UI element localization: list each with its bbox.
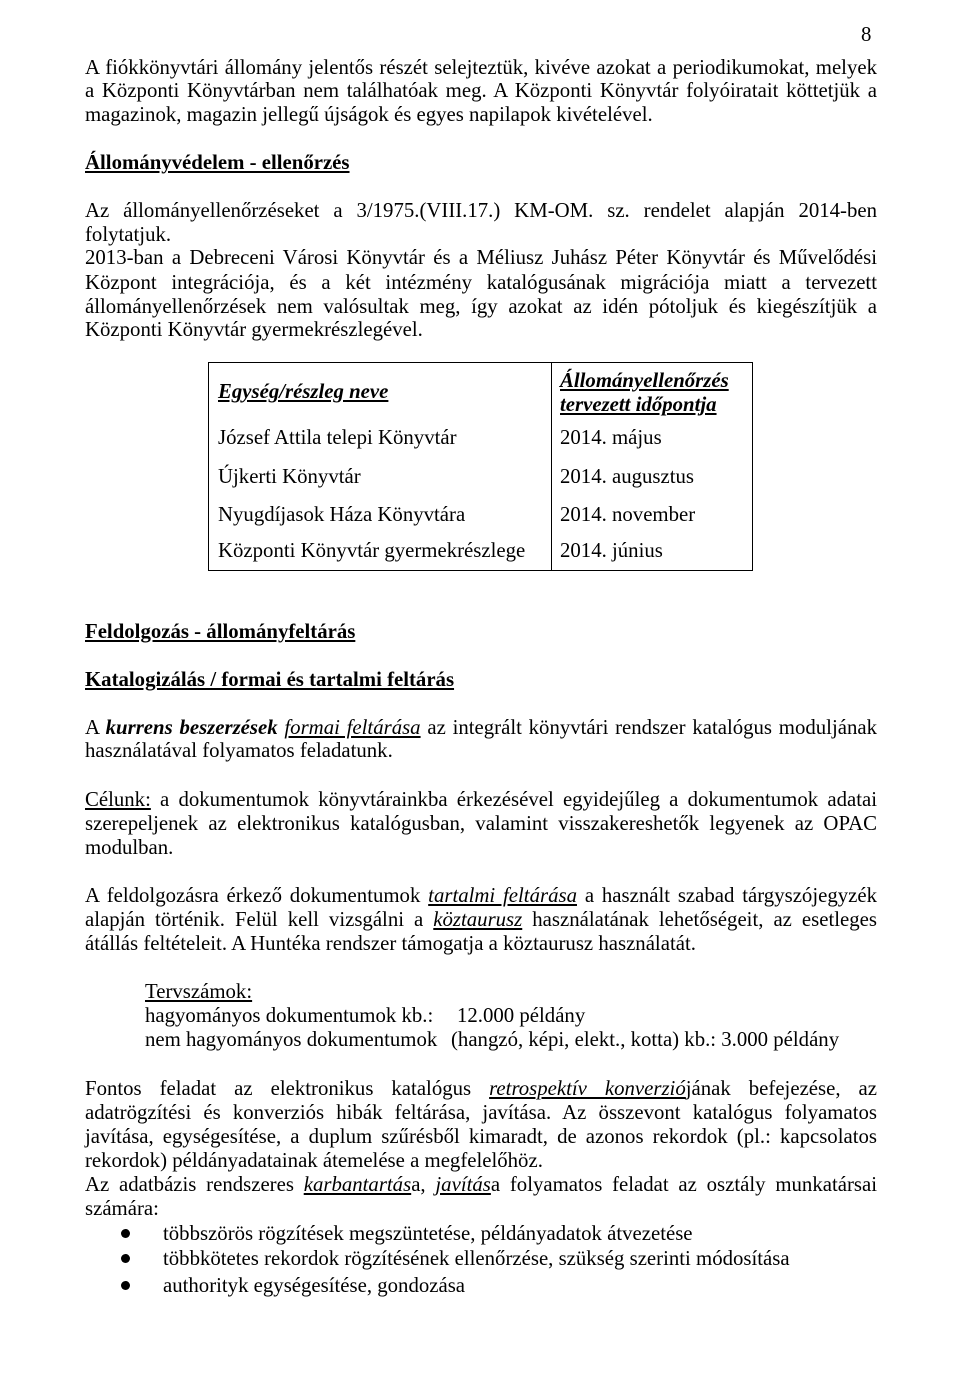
emphasis-text: javítás (435, 1173, 491, 1196)
emphasis-text: retrospektív konverzió (489, 1077, 686, 1100)
table-cell-unit: Központi Könyvtár gyermekrészlege (218, 539, 526, 562)
text-run: alapján történik. Felül kell vizsgálni a (85, 908, 434, 931)
table-header-date: Állományellenőrzés (560, 369, 729, 392)
text-run: A feldolgozásra érkező dokumentumok (85, 884, 429, 907)
paragraph-line: adatrögzítési és konverziós hibák feltárása, javítása. Az összevont katalógus folyamatos (85, 1101, 877, 1124)
paragraph-line: javítása, egységesítése, a duplum szűrésből kimaradt, de azonos rekordok (pl.: kapcsolatos (85, 1125, 877, 1148)
text-run: Fontos feladat az elektronikus katalógus (85, 1077, 490, 1100)
text-run: az integrált könyvtári rendszer katalógus moduljának (420, 716, 877, 739)
section-heading-text: Feldolgozás - állományfeltárás (85, 620, 356, 643)
table-column-divider (551, 363, 552, 570)
paragraph-line (85, 884, 877, 908)
bullet-item: authorityk egységesítése, gondozása (163, 1274, 466, 1297)
emphasis-text: formai feltárása (284, 716, 421, 739)
paragraph-line: számára: (85, 1197, 159, 1220)
text-run: A (85, 716, 106, 739)
table-header-unit: Egység/részleg neve (218, 380, 389, 403)
paragraph-line: Központi Könyvtár gyermekrészlegével. (85, 318, 423, 341)
text-run: a használt szabad tárgyszójegyzék (576, 884, 877, 907)
subsection-heading (85, 668, 877, 692)
bullet-item: többszörös rögzítések megszüntetése, példányadatok átvezetése (163, 1222, 693, 1245)
paragraph-line (85, 716, 877, 740)
goal-label: Célunk: (85, 788, 151, 811)
paragraph-line: szerepeljenek az elektronikus katalógusban, valamint visszakereshetők legyenek az OPAC (85, 812, 877, 835)
paragraph-line: folytatjuk. (85, 223, 172, 246)
targets-traditional-value: 12.000 példány (457, 1004, 586, 1027)
section-heading (85, 620, 877, 644)
targets-nontraditional-value: (hangzó, képi, elekt., kotta) kb.: 3.000 példány (451, 1028, 840, 1051)
table-cell-unit: Újkerti Könyvtár (218, 465, 361, 488)
targets-title: Tervszámok: (145, 980, 253, 1003)
text-run: jának befejezése, az (685, 1077, 877, 1100)
text-run: a dokumentumok könyvtárainkba érkezésével egyidejűleg a dokumentumok adatai (150, 788, 877, 811)
paragraph-line: modulban. (85, 836, 174, 859)
bullet-icon (121, 1229, 130, 1238)
emphasis-text: kurrens beszerzések (105, 716, 285, 739)
text-run: használatának lehetőségeit, az esetleges (522, 908, 877, 931)
text-run: a, (411, 1173, 436, 1196)
paragraph-line: rekordok) példányadatainak átemelése a megfelelőhöz. (85, 1149, 543, 1172)
emphasis-text: köztaurusz (433, 908, 523, 931)
bullet-icon (121, 1281, 130, 1290)
emphasis-text: tartalmi feltárása (428, 884, 577, 907)
section-heading-text: Állományvédelem - ellenőrzés (85, 151, 350, 174)
intro-line: magazinok, magazin jellegű újságok és egyes napilapok kivételével. (85, 103, 653, 126)
text-run: Az adatbázis rendszeres (85, 1173, 304, 1196)
table-cell-unit: József Attila telepi Könyvtár (218, 426, 457, 449)
table-cell-date: 2014. június (560, 539, 663, 562)
paragraph-line: 2013-ban a Debreceni Városi Könyvtár és a Méliusz Juhász Péter Könyvtár és Művelődési (85, 246, 877, 269)
subsection-heading-text: Katalogizálás / formai és tartalmi feltárás (85, 668, 455, 691)
intro-line: a Központi Könyvtárban nem találhatóak meg. A Központi Könyvtár folyóiratait köttetjük a (85, 79, 877, 102)
paragraph-line: átállás feltételeit. A Huntéka rendszer támogatja a köztaurusz használatát. (85, 932, 696, 955)
targets-nontraditional-label: nem hagyományos dokumentumok (145, 1028, 438, 1051)
table-cell-date: 2014. november (560, 503, 696, 526)
paragraph-line: Az állományellenőrzéseket a 3/1975.(VIII.17.) KM-OM. sz. rendelet alapján 2014-ben (85, 199, 877, 222)
targets-traditional-label: hagyományos dokumentumok kb.: (145, 1004, 434, 1027)
emphasis-text: karbantartás (303, 1173, 412, 1196)
text-run: a folyamatos feladat az osztály munkatársai (490, 1173, 877, 1196)
bullet-icon (121, 1254, 130, 1263)
inventory-schedule-table (208, 362, 753, 571)
paragraph-line (85, 1077, 877, 1101)
table-header-date: tervezett időpontja (560, 393, 717, 416)
paragraph-line (85, 788, 877, 812)
paragraph-line: használatával folyamatos feladatunk. (85, 739, 393, 762)
section-heading (85, 151, 877, 175)
table-cell-date: 2014. május (560, 426, 662, 449)
page-number: 8 (861, 23, 872, 46)
table-cell-unit: Nyugdíjasok Háza Könyvtára (218, 503, 466, 526)
paragraph-line: állományellenőrzések nem valósultak meg, így azokat az idén pótoljuk és kiegészítjük a (85, 295, 877, 318)
intro-line: A fiókkönyvtári állomány jelentős részét selejteztük, kivéve azokat a periodikumokat, melyek (85, 56, 877, 79)
table-cell-date: 2014. augusztus (560, 465, 695, 488)
paragraph-line: Központ integrációja, és a két intézmény katalógusának migrációja miatt a tervezett (85, 271, 877, 294)
paragraph-line (85, 1173, 877, 1197)
bullet-item: többkötetes rekordok rögzítésének ellenőrzése, szükség szerinti módosítása (163, 1247, 790, 1270)
paragraph-line (85, 908, 877, 932)
